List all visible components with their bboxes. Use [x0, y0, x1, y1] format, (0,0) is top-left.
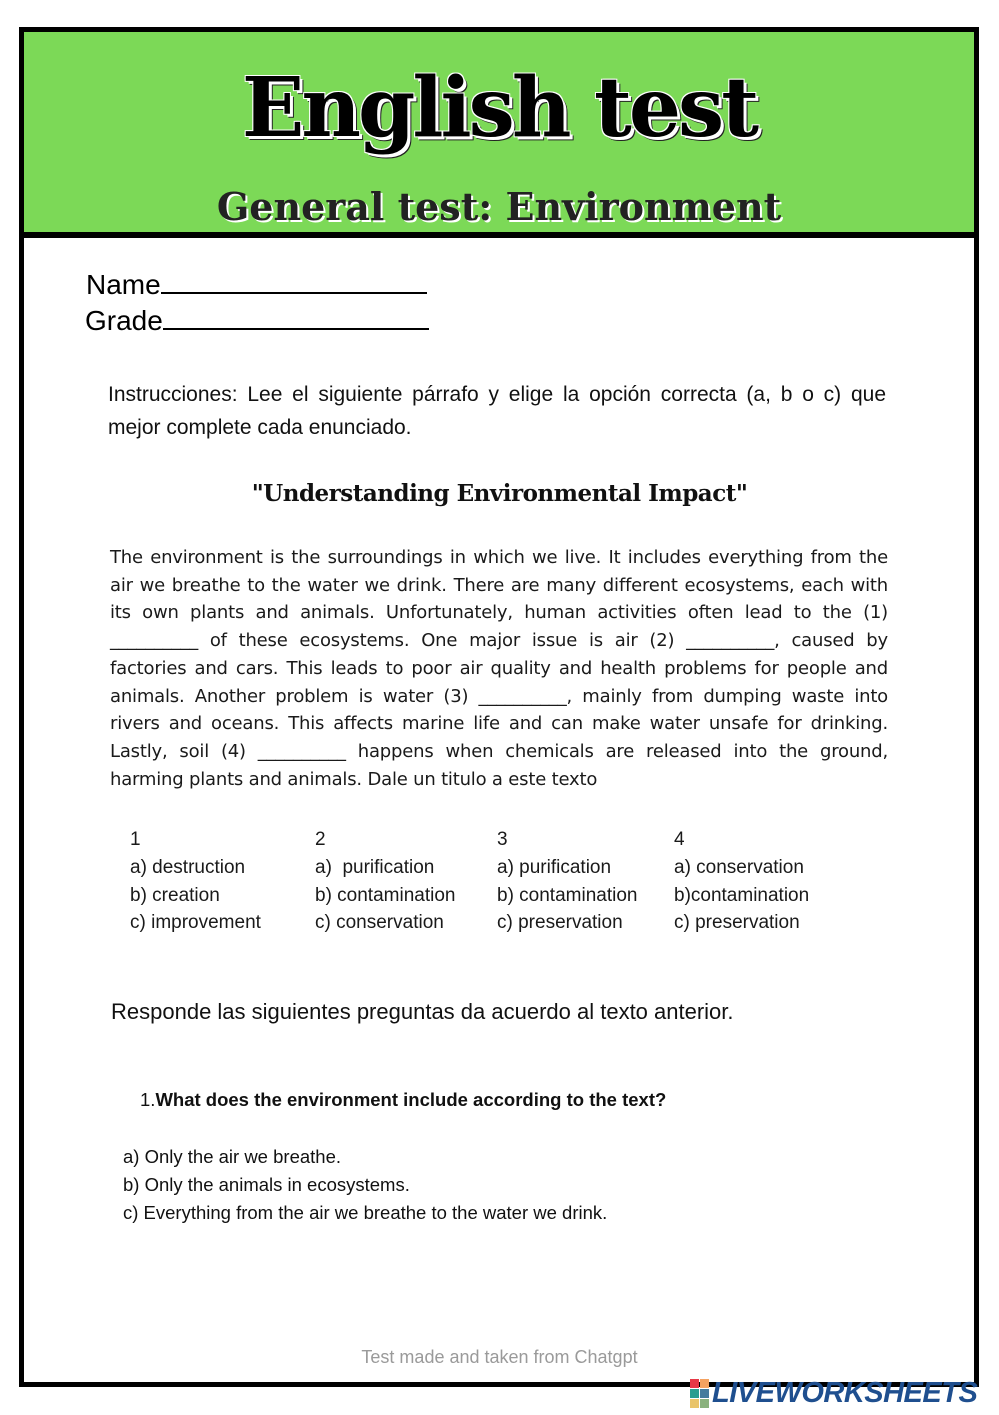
question-1 [140, 1089, 666, 1111]
option-c[interactable]: c) conservation [315, 912, 444, 934]
option-c[interactable]: c) improvement [130, 912, 261, 934]
header-banner [19, 27, 979, 238]
option-group-1 [130, 826, 261, 937]
answer-b[interactable]: b) Only the animals in ecosystems. [123, 1174, 410, 1195]
option-number: 4 [674, 829, 685, 850]
option-b[interactable]: b) contamination [497, 884, 638, 906]
name-field[interactable] [86, 268, 427, 301]
option-a[interactable]: a) conservation [674, 856, 804, 878]
brand-name: LIVEWORKSHEETS [712, 1376, 978, 1409]
option-group-3 [497, 826, 637, 937]
page-subtitle: General test: Environment [216, 184, 782, 229]
option-a[interactable]: a) destruction [130, 856, 246, 878]
grade-field[interactable] [85, 304, 429, 337]
reading-paragraph: The environment is the surroundings in which we live. It includes everything from the air we breathe to the water we drink. There are many different ecosystems, each with its own plants and animals. Unfortunately, human activities often lead to the (1) __________ of these ecosystems. One major issue is air (2) __________, caused by factories and cars. This leads to poor air quality and health problems for people and animals. Another problem is water (3) __________, mainly from dumping waste into rivers and oceans. This affects marine life and can make water unsafe for drinking. Lastly, soil (4) __________ happens when chemicals are released into the ground, harming plants and animals. Dale un titulo a este texto [110, 547, 888, 790]
option-b[interactable]: b)contamination [674, 884, 810, 906]
name-blank-line[interactable] [161, 268, 427, 294]
option-a[interactable]: a) purification [315, 856, 435, 878]
option-number: 1 [130, 829, 141, 850]
reading-title: "Understanding Environmental Impact" [251, 480, 748, 507]
option-b[interactable]: b) contamination [315, 884, 456, 906]
question-number: 1. [140, 1089, 156, 1110]
answer-list [123, 1143, 607, 1227]
option-group-4 [674, 826, 809, 937]
question-text: What does the environment include according to the text? [155, 1089, 667, 1110]
option-c[interactable]: c) preservation [674, 912, 800, 934]
option-b[interactable]: b) creation [130, 884, 220, 906]
answer-a[interactable]: a) Only the air we breathe. [123, 1146, 341, 1167]
grade-blank-line[interactable] [163, 304, 429, 330]
answer-c[interactable]: c) Everything from the air we breathe to the water we drink. [123, 1202, 608, 1223]
option-c[interactable]: c) preservation [497, 912, 623, 934]
name-label: Name [86, 269, 161, 300]
page-title: English test [241, 60, 757, 156]
section2-instruction: Responde las siguientes preguntas da acuerdo al texto anterior. [111, 999, 734, 1024]
liveworksheets-logo [690, 1377, 977, 1409]
logo-blocks-icon [690, 1379, 709, 1408]
instructions-text: Instrucciones: Lee el siguiente párrafo y elige la opción correcta (a, b o c) que mejor complete cada enunciado. [108, 383, 886, 439]
option-a[interactable]: a) purification [497, 856, 612, 878]
option-number: 2 [315, 829, 326, 850]
footer-note: Test made and taken from Chatgpt [361, 1347, 638, 1367]
option-number: 3 [497, 829, 508, 850]
grade-label: Grade [85, 305, 163, 336]
option-group-2 [315, 826, 455, 937]
